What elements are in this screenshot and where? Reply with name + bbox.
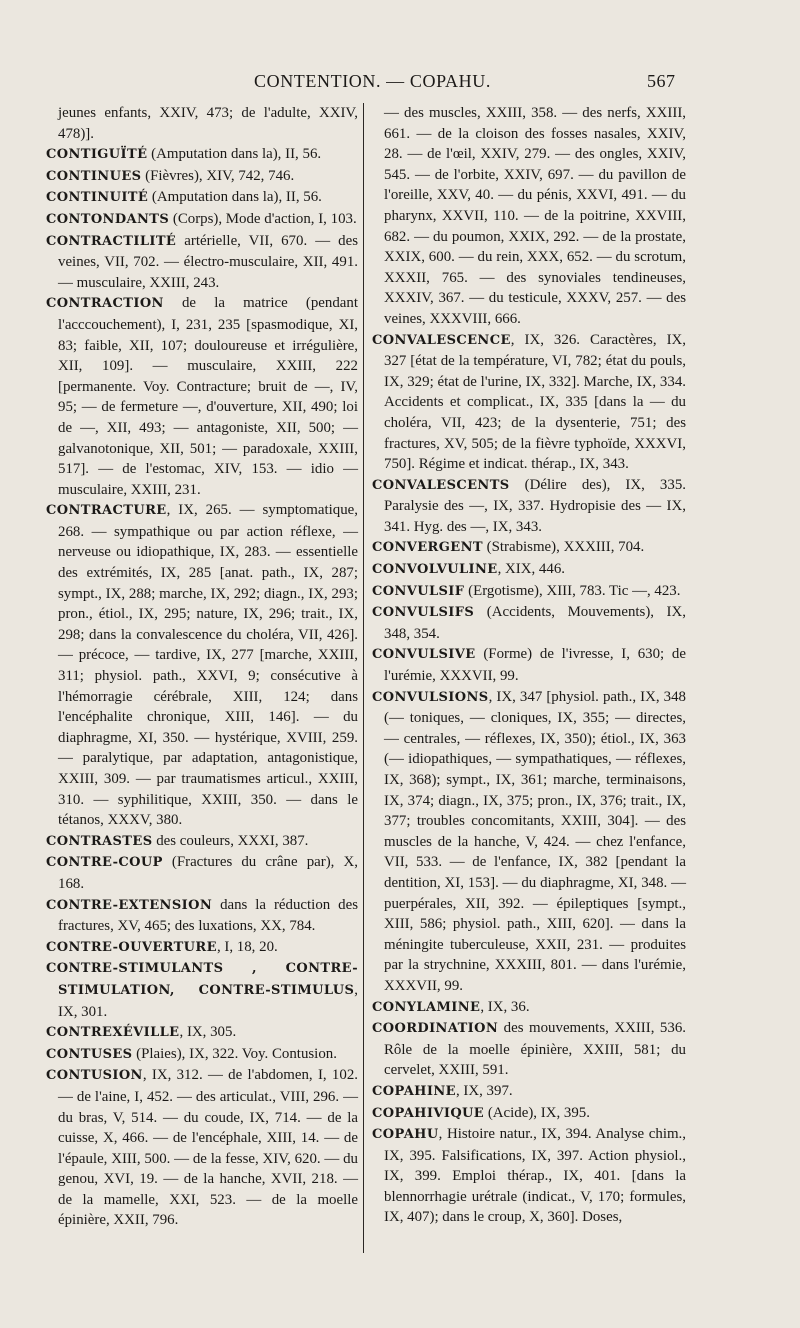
entry-headword: CONVULSIONS: [372, 689, 489, 705]
entry-headword: CONTRACTILITÉ: [46, 233, 177, 249]
entry-text: dans la réduction des fractures, XV, 465; des luxations, XX, 784.: [58, 896, 358, 935]
index-entry: [46, 937, 358, 959]
entry-headword: CONTRACTURE: [46, 503, 167, 519]
index-entry: [46, 293, 358, 500]
index-entry: [46, 852, 358, 894]
index-entry: [46, 231, 358, 294]
entry-text: (Fractures du crâne par), X, 168.: [58, 854, 358, 892]
entry-text: (Amputation dans la), II, 56.: [148, 189, 322, 206]
index-entry: [46, 1044, 358, 1066]
index-entry: [372, 602, 686, 644]
entry-text: , IX, 301.: [58, 981, 358, 1020]
index-entry: [372, 644, 686, 686]
entry-headword: CONTREXÉVILLE: [46, 1025, 180, 1041]
entry-text: , IX, 305.: [179, 1024, 237, 1041]
entry-headword: CONTONDANTS: [46, 211, 170, 227]
running-head: CONTENTION. — COPAHU.: [254, 71, 491, 91]
entry-text: (Fièvres), XIV, 742, 746.: [141, 167, 295, 184]
entry-text: (Plaies), IX, 322. Voy. Contusion.: [132, 1045, 337, 1062]
index-entry: [46, 831, 358, 853]
entry-text: (Ergotisme), XIII, 783. Tic —, 423.: [464, 582, 681, 599]
entry-text: (Corps), Mode d'action, I, 103.: [169, 210, 357, 227]
entry-text: (Acide), IX, 395.: [484, 1104, 590, 1121]
entry-text: , IX, 326. Caractères, IX, 327 [état de la température, VI, 782; état du pouls, IX, 329; état de l'urine, IX, 332]. Marche, IX, 334. Accidents et complicat., IX, 335 [dans la — du choléra, VII, 423; de la dysenterie, 751; des fractures, XV, 505; de la fièvre typhoïde, XXXVI, 750]. Régime et indicat. thérap., IX, 343.: [384, 331, 686, 473]
entry-headword: CONVULSIFS: [372, 605, 475, 621]
entry-headword: CONTRASTES: [46, 833, 153, 849]
index-entry: [46, 103, 358, 144]
entry-text: , IX, 265. — symptomatique, 268. — sympathique ou par action réflexe, — nerveuse ou idiopathique, IX, 283. — essentielle des extrémités, IX, 285 [anat. path., IX, 287; sympt., IX, 288; marche, IX, 292; diagn., IX, 293; pron., étiol., IX, 295; nature, IX, 296; trait., IX, 298; dans la convalescence du choléra, VII, 426]. — précoce, — tardive, IX, 277 [marche, XXIII, 311; physiol. path., XXVI, 9; consécutive à l'hémorragie cérébrale, XIII, 124; dans l'encéphalite chronique, XIII, 146]. — du diaphragme, XI, 350. — hystérique, XVIII, 259. — paralytique, par adaptation, antagonistique, XXIII, 309. — par traumatismes articul., XXIII, 310. — syphilitique, XXIII, 350. — dans le tétanos, XXXV, 380.: [58, 502, 358, 829]
entry-headword: CONTINUITÉ: [46, 190, 149, 206]
entry-text: (Accidents, Mouvements), IX, 348, 354.: [384, 604, 686, 642]
entry-headword: CONTIGUÏTÉ: [46, 147, 148, 163]
entry-headword: CONTRE-OUVERTURE: [46, 939, 217, 955]
entry-headword: CONVULSIF: [372, 583, 465, 599]
entry-text: , IX, 36.: [480, 998, 530, 1015]
column-divider: [363, 103, 364, 1253]
entry-headword: COORDINATION: [372, 1021, 499, 1037]
entry-text: , IX, 312. — de l'abdomen, I, 102. — de l'aine, I, 452. — des articulat., VIII, 296. — du bras, V, 514. — du coude, IX, 714. — de la cuisse, X, 466. — de l'encéphale, XIII, 14. — de l'épaule, XIII, 500. — de la fesse, XIV, 620. — du genou, XVI, 19. — de la hanche, XVII, 218. — de la mamelle, XXI, 523. — de la moelle épinière, XXII, 796.: [58, 1067, 358, 1229]
index-entry: [372, 581, 686, 603]
entry-headword: CONTRE-STIMULANTS , CONTRE-STIMULATION, CONTRE-STIMULUS: [46, 961, 358, 998]
entry-text: , Histoire natur., IX, 394. Analyse chim., IX, 395. Falsifications, IX, 397. Action physiol., IX, 399. Emploi thérap., IX, 401. [dans la blennorrhagie urétrale (indicat., V, 170; formules, IX, 407); dans le croup, X, 360]. Doses,: [384, 1126, 686, 1226]
entry-headword: CONTRE-EXTENSION: [46, 897, 213, 913]
entry-text: (Forme) de l'ivresse, I, 630; de l'urémie, XXXVII, 99.: [384, 646, 686, 685]
entry-text: , IX, 347 [physiol. path., IX, 348 (— toniques, — cloniques, IX, 355; — directes, — centrales, — réflexes, IX, 350); étiol., IX, 363 (— idiopathiques, — sympathatiques, — réflexes, IX, 368); sympt., IX, 361; marche, terminaisons, IX, 374; diagn., IX, 375; pron., IX, 376; trait., IX, 377; troubles concomitants, XXIII, 304]. — des muscles de la hanche, V, 424. — chez l'enfance, VII, 533. — de l'enfance, IX, 382 [pendant la dentition, XI, 153]. — du diaphragme, XI, 348. — puerpérales, XII, 392. — épileptiques [sympt., XIII, 586; physiol. path., XIII, 620]. — dans la méningite tuberculeuse, XXII, 231. — produites par la strychnine, XXXIII, 801. — dans l'urémie, XXXVII, 99.: [384, 688, 686, 994]
entry-headword: CONTUSION: [46, 1068, 143, 1084]
entry-headword: CONVULSIVE: [372, 647, 476, 663]
entry-headword: CONVOLVULINE: [372, 562, 498, 578]
index-entry: [372, 997, 686, 1019]
index-entry: [372, 559, 686, 581]
entry-text: (Strabisme), XXXIII, 704.: [482, 539, 645, 556]
entry-headword: CONTRACTION: [46, 296, 164, 312]
entry-text: (Amputation dans la), II, 56.: [147, 146, 322, 163]
entry-headword: CONTUSES: [46, 1046, 133, 1062]
index-entry: [372, 537, 686, 559]
entry-text: , I, 18, 20.: [216, 938, 278, 955]
index-entry: [46, 958, 358, 1022]
entry-headword: CONVERGENT: [372, 540, 483, 556]
entry-headword: COPAHINE: [372, 1083, 456, 1099]
index-entry: [46, 1065, 358, 1231]
index-entry: [372, 1018, 686, 1081]
index-entry: [46, 187, 358, 209]
entry-text: (Délire des), IX, 335. Paralysie des —, IX, 337. Hydropisie des — IX, 341. Hyg. des —, IX, 343.: [384, 476, 686, 535]
index-entry: [372, 103, 686, 330]
entry-headword: CONTINUES: [46, 168, 142, 184]
index-entry: [46, 1022, 358, 1044]
index-entry: [46, 209, 358, 231]
page-header: [0, 71, 800, 95]
index-entry: [372, 687, 686, 997]
entry-headword: COPAHIVIQUE: [372, 1105, 485, 1121]
right-column: [372, 103, 686, 1228]
entry-text: , XIX, 446.: [497, 561, 565, 578]
left-column: [46, 103, 358, 1231]
index-entry: [46, 500, 358, 831]
index-entry: [372, 1103, 686, 1125]
page-number: 567: [647, 71, 676, 91]
entry-text: , IX, 397.: [455, 1082, 513, 1099]
entry-headword: CONYLAMINE: [372, 999, 481, 1015]
entry-text: artérielle, VII, 670. — des veines, VII, 702. — électro-musculaire, XII, 491. — musculaire, XXIII, 243.: [58, 232, 358, 291]
index-entry: [372, 330, 686, 475]
entry-text: de la matrice (pendant l'acccouchement), I, 231, 235 [spasmodique, XI, 83; faible, XII, 107; douloureuse et irrégulière, XII, 109]. — musculaire, XXIII, 222 [permanente. Voy. Contracture; bruit de —, IV, 95; — de fermeture —, d'ouverture, XII, 490; loi de —, XII, 493; — antagoniste, XII, 500; — galvanotonique, XII, 501; — paradoxale, XXIII, 517]. — de l'estomac, XIV, 153. — idio — musculaire, XXIII, 231.: [58, 295, 358, 498]
index-entry: [372, 1124, 686, 1228]
entry-headword: CONVALESCENCE: [372, 332, 511, 348]
entry-text: — des muscles, XXIII, 358. — des nerfs, XXIII, 661. — de la cloison des fosses nasales, XXIV, 28. — de l'œil, XXIV, 279. — des ongles, XXIV, 545. — de l'orbite, XXIV, 697. — du pavillon de l'oreille, XXV, 40. — du pénis, XXVI, 491. — du pharynx, XXVII, 110. — de la poitrine, XXVIII, 682. — du poumon, XXIX, 292. — de la prostate, XXIX, 600. — du rein, XXX, 652. — du scrotum, XXXII, 765. — des synoviales tendineuses, XXXIV, 367. — du testicule, XXXV, 257. — des veines, XXXVIII, 666.: [384, 105, 686, 327]
index-entry: [46, 166, 358, 188]
entry-text: des mouvements, XXIII, 536. Rôle de la moelle épinière, XXIII, 581; du cervelet, XXIII, 591.: [384, 1020, 686, 1079]
entry-text: jeunes enfants, XXIV, 473; de l'adulte, XXIV, 478)].: [58, 105, 358, 142]
entry-headword: COPAHU: [372, 1127, 439, 1143]
entry-headword: CONTRE-COUP: [46, 855, 163, 871]
index-entry: [46, 895, 358, 937]
entry-headword: CONVALESCENTS: [372, 477, 510, 493]
entry-text: des couleurs, XXXI, 387.: [152, 832, 309, 849]
index-entry: [372, 475, 686, 538]
index-entry: [372, 1081, 686, 1103]
index-entry: [46, 144, 358, 166]
